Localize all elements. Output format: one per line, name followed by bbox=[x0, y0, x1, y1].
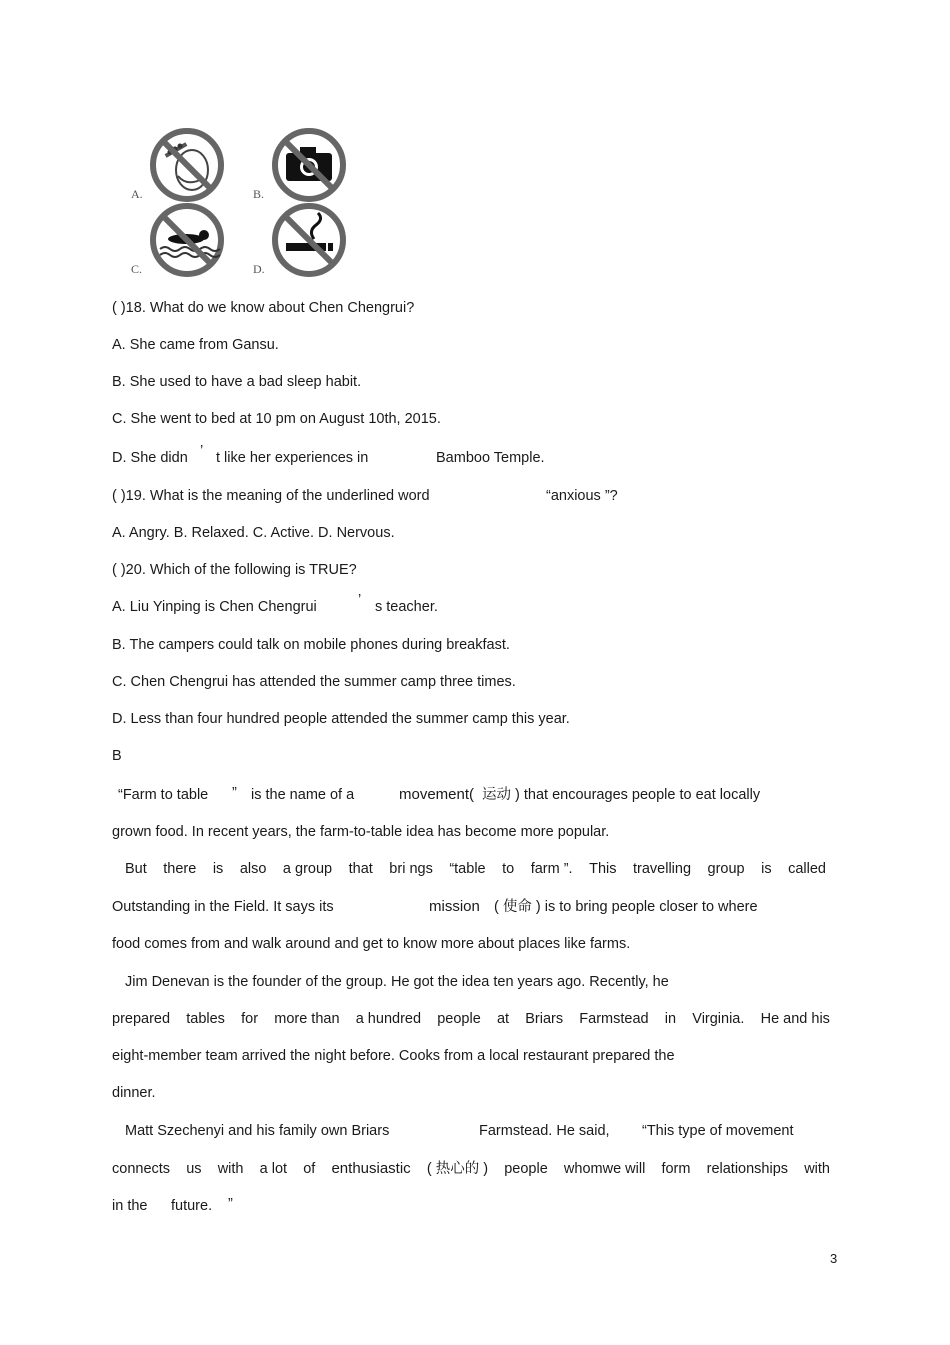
sign-label-c: C. bbox=[131, 262, 143, 276]
question-19-stem: ( )19. What is the meaning of the underlined word bbox=[112, 488, 430, 504]
page-number: 3 bbox=[830, 1251, 838, 1266]
p1-part-b: ” bbox=[232, 785, 237, 801]
question-20-option-c: C. Chen Chengrui has attended the summer camp three times. bbox=[112, 674, 516, 690]
p1-part-e: 运动 ) that encourages people to eat locally bbox=[482, 787, 761, 803]
question-18-option-c: C. She went to bed at 10 pm on August 10th, 2015. bbox=[112, 411, 441, 427]
option-a-part-2: s teacher. bbox=[375, 599, 438, 615]
p4-word: with bbox=[804, 1161, 830, 1177]
p3-line-2 bbox=[112, 1010, 830, 1028]
p4-line-2 bbox=[112, 1160, 830, 1178]
p3-word: He and his bbox=[760, 1011, 830, 1027]
p2-line-2-c: ( 使命 ) is to bring people closer to where bbox=[494, 899, 758, 915]
p3-word: for bbox=[241, 1011, 259, 1027]
p3-word: in bbox=[664, 1011, 677, 1027]
p4-word: whomwe will bbox=[563, 1161, 646, 1177]
p4-word: ( 热心的 ) bbox=[426, 1161, 489, 1177]
p4-word: a lot bbox=[259, 1161, 288, 1177]
option-a-apostrophe: ’ bbox=[358, 592, 362, 608]
p4-word: enthusiastic bbox=[331, 1160, 411, 1177]
p2-word: called bbox=[788, 861, 826, 877]
p3-word: Farmstead bbox=[579, 1011, 649, 1027]
p3-word: people bbox=[437, 1011, 481, 1027]
p1-part-a: “Farm to table bbox=[118, 787, 209, 803]
p2-word: farm ”. bbox=[530, 861, 573, 877]
option-d-part-3: Bamboo Temple. bbox=[436, 450, 545, 466]
sign-label-d: D. bbox=[253, 262, 265, 276]
p2-line-2-a: Outstanding in the Field. It says its bbox=[112, 899, 334, 915]
p4-word: of bbox=[303, 1161, 316, 1177]
p3-word: Virginia. bbox=[692, 1011, 745, 1027]
p2-line-3: food comes from and walk around and get to know more about places like farms. bbox=[112, 936, 631, 952]
p4-line-3-b: future. bbox=[171, 1198, 213, 1214]
p4-word: people bbox=[504, 1161, 548, 1177]
question-20-stem: ( )20. Which of the following is TRUE? bbox=[112, 562, 357, 578]
p3-word: more than bbox=[274, 1011, 340, 1027]
p3-word: Briars bbox=[525, 1011, 564, 1027]
p2-word: also bbox=[239, 861, 267, 877]
question-20-option-d: D. Less than four hundred people attended the summer camp this year. bbox=[112, 711, 570, 727]
p2-line-1 bbox=[125, 860, 826, 878]
section-b-label: B bbox=[112, 748, 122, 764]
p2-line-2-b: mission bbox=[429, 898, 480, 915]
p4-word: relationships bbox=[706, 1161, 789, 1177]
question-19-options: A. Angry. B. Relaxed. C. Active. D. Nervous. bbox=[112, 525, 395, 541]
no-camera-icon bbox=[270, 126, 348, 204]
option-d-part-2: t like her experiences in bbox=[216, 450, 369, 466]
p3-word: at bbox=[496, 1011, 510, 1027]
no-food-icon bbox=[148, 126, 226, 204]
no-swimming-icon bbox=[148, 201, 226, 279]
p2-word: group bbox=[707, 861, 745, 877]
p3-line-4: dinner. bbox=[112, 1085, 156, 1101]
question-18-option-b: B. She used to have a bad sleep habit. bbox=[112, 374, 362, 390]
option-d-apostrophe: ’ bbox=[200, 443, 204, 459]
question-18-stem: ( )18. What do we know about Chen Chengrui? bbox=[112, 300, 415, 316]
p2-word: to bbox=[502, 861, 515, 877]
question-19-word: “anxious ”? bbox=[546, 488, 618, 504]
p4-word: connects bbox=[112, 1161, 171, 1177]
option-a-part-1: A. Liu Yinping is Chen Chengrui bbox=[112, 599, 317, 615]
p2-word: bri ngs bbox=[389, 861, 433, 877]
p3-word: tables bbox=[186, 1011, 225, 1027]
p4-line-3-a: in the bbox=[112, 1198, 148, 1214]
p4-line-3-c: ” bbox=[228, 1196, 233, 1212]
option-d-part-1: D. She didn bbox=[112, 450, 188, 466]
sign-label-b: B. bbox=[253, 187, 265, 201]
p2-word: a group bbox=[282, 861, 333, 877]
p4-word: form bbox=[661, 1161, 691, 1177]
sign-label-a: A. bbox=[131, 187, 143, 201]
p2-word: But bbox=[125, 861, 147, 877]
no-smoking-icon bbox=[270, 201, 348, 279]
question-18-option-a: A. She came from Gansu. bbox=[112, 337, 279, 353]
p4-line-1-a: Matt Szechenyi and his family own Briars bbox=[125, 1123, 390, 1139]
p1-part-d: movement( bbox=[399, 786, 475, 803]
p4-line-1-b: Farmstead. He said, bbox=[479, 1123, 610, 1139]
p4-line-1-c: “This type of movement bbox=[642, 1123, 794, 1139]
p4-word: with bbox=[217, 1161, 244, 1177]
p3-word: a hundred bbox=[355, 1011, 422, 1027]
p2-word: is bbox=[212, 861, 224, 877]
p3-word: prepared bbox=[112, 1011, 171, 1027]
p2-word: there bbox=[163, 861, 197, 877]
p1-line-2: grown food. In recent years, the farm-to-table idea has become more popular. bbox=[112, 824, 610, 840]
p1-part-c: is the name of a bbox=[251, 787, 355, 803]
p3-line-1: Jim Denevan is the founder of the group. He got the idea ten years ago. Recently, he bbox=[125, 974, 669, 990]
question-20-option-b: B. The campers could talk on mobile phones during breakfast. bbox=[112, 637, 510, 653]
p2-word: that bbox=[348, 861, 373, 877]
p2-word: is bbox=[761, 861, 772, 877]
p2-word: This bbox=[589, 861, 617, 877]
p2-word: travelling bbox=[633, 861, 692, 877]
p2-word: “table bbox=[449, 861, 486, 877]
p3-line-3: eight-member team arrived the night before. Cooks from a local restaurant prepared the bbox=[112, 1048, 675, 1064]
p4-word: us bbox=[186, 1161, 202, 1177]
